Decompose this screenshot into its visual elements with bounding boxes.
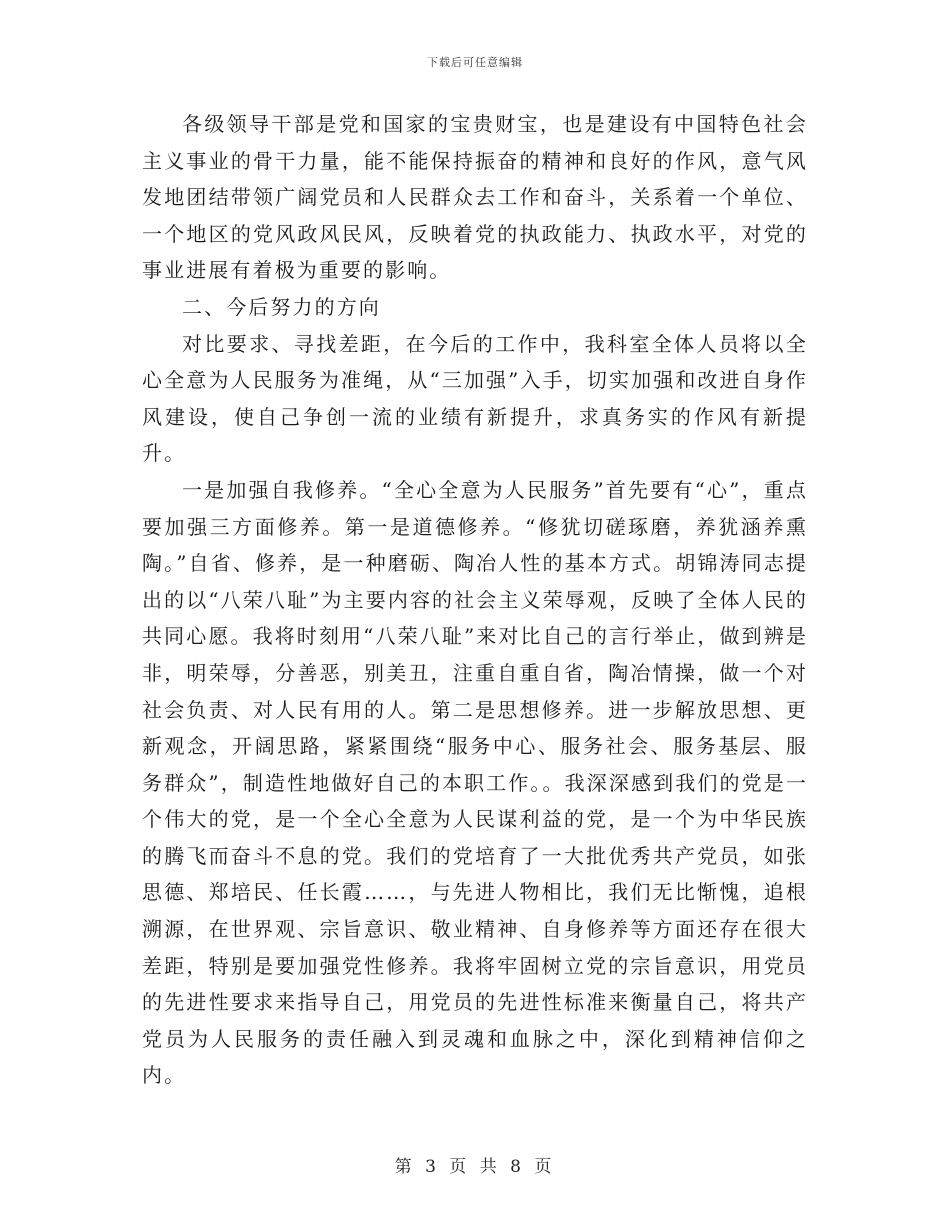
- paragraph-self-cultivation: 一是加强自我修养。“全心全意为人民服务”首先要有“心”，重点要加强三方面修养。第一是道德修养。“修犹切磋琢磨，养犹涵养熏陶。”自省、修养，是一种磨砺、陶冶人性的基本方式。胡锦涛同志提出的以“八荣八耻”为主要内容的社会主义荣辱观，反映了全体人民的共同心愿。我将时刻用“八荣八耻”来对比自己的言行举止，做到辨是非，明荣辱，分善恶，别美丑，注重自重自省，陶冶情操，做一个对社会负责、对人民有用的人。第二是思想修养。进一步解放思想、更新观念，开阔思路，紧紧围绕“服务中心、服务社会、服务基层、服务群众”，制造性地做好自己的本职工作。。我深深感到我们的党是一个伟大的党，是一个全心全意为人民谋利益的党，是一个为中华民族的腾飞而奋斗不息的党。我们的党培育了一大批优秀共产党员，如张思德、郑培民、任长霞……，与先进人物相比，我们无比惭愧，追根溯源，在世界观、宗旨意识、敬业精神、自身修养等方面还存在很大差距，特别是要加强党性修养。我将牢固树立党的宗旨意识，用党员的先进性要求来指导自己，用党员的先进性标准来衡量自己，将共产党员为人民服务的责任融入到灵魂和血脉之中，深化到精神信仰之内。: [142, 477, 808, 1088]
- section-heading-direction: 二、今后努力的方向: [182, 294, 381, 319]
- page-header: 下载后可任意编辑: [427, 56, 523, 69]
- document-body: [142, 106, 808, 1094]
- paragraph-comparison: 对比要求、寻找差距，在今后的工作中，我科室全体人员将以全心全意为人民服务为准绳，从“三加强”入手，切实加强和改进自身作风建设，使自己争创一流的业绩有新提升，求真务实的作风有新提升。: [142, 331, 808, 466]
- page-number: 第 3 页 共 8 页: [394, 1157, 556, 1177]
- paragraph-leadership: 各级领导干部是党和国家的宝贵财宝，也是建设有中国特色社会主义事业的骨干力量，能不能保持振奋的精神和良好的作风，意气风发地团结带领广阔党员和人民群众去工作和奋斗，关系着一个单位、一个地区的党风政风民风，反映着党的执政能力、执政水平，对党的事业进展有着极为重要的影响。: [142, 112, 808, 283]
